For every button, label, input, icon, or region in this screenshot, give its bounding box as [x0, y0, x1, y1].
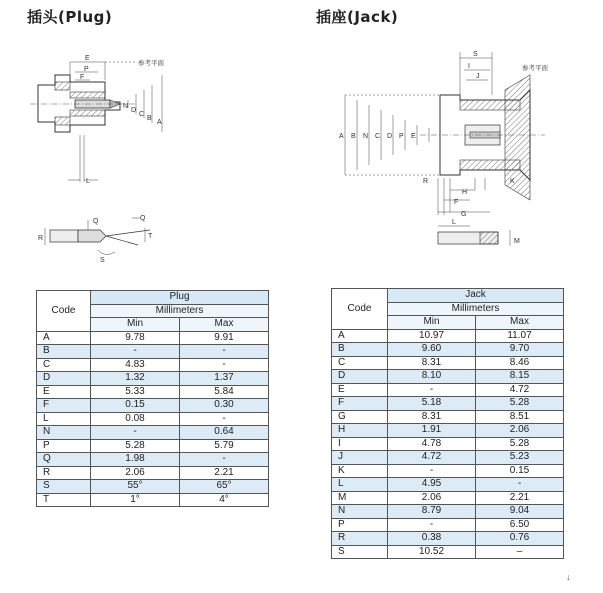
plug-row-code: E: [37, 385, 91, 399]
plug-row-code: D: [37, 372, 91, 386]
jack-row-code: N: [332, 505, 388, 519]
jack-table-row: [332, 491, 564, 505]
plug-row-code: B: [37, 345, 91, 359]
plug-row-max: -: [180, 412, 269, 426]
plug-dim-e: E: [85, 55, 90, 62]
jack-table-row: [332, 370, 564, 384]
jack-row-max: 4.72: [476, 383, 564, 397]
jack-dim-a: A: [339, 133, 344, 140]
plug-row-max: 9.91: [180, 331, 269, 345]
jack-row-min: 10.52: [388, 545, 476, 559]
jack-dim-f: F: [454, 199, 459, 206]
jack-row-min: 1.91: [388, 424, 476, 438]
plug-dim-l: L: [86, 178, 90, 185]
jack-row-max: 9.70: [476, 343, 564, 357]
jack-dim-h: H: [462, 189, 468, 196]
jack-drawing: [330, 40, 580, 260]
jack-row-code: C: [332, 356, 388, 370]
jack-dim-d: D: [387, 133, 393, 140]
plug-dim-t: T: [148, 233, 153, 240]
jack-row-min: 4.95: [388, 478, 476, 492]
jack-row-max: –: [476, 545, 564, 559]
plug-row-max: 1.37: [180, 372, 269, 386]
plug-table-row: [37, 412, 269, 426]
jack-table-row: [332, 464, 564, 478]
jack-table-row: [332, 329, 564, 343]
plug-dim-d: D: [131, 107, 137, 114]
plug-dim-q2: Q: [140, 215, 146, 222]
jack-dim-r: R: [423, 178, 429, 185]
plug-row-code: T: [37, 493, 91, 507]
jack-row-max: 0.15: [476, 464, 564, 478]
jack-dim-n: N: [363, 133, 369, 140]
plug-row-code: L: [37, 412, 91, 426]
plug-table-row: [37, 439, 269, 453]
jack-row-max: 2.06: [476, 424, 564, 438]
plug-dim-b: B: [147, 115, 152, 122]
jack-row-max: -: [476, 478, 564, 492]
jack-dim-j: J: [476, 73, 480, 80]
jack-table-row: [332, 518, 564, 532]
plug-row-min: 1.32: [91, 372, 180, 386]
plug-spec-table: [36, 290, 269, 507]
plug-row-max: -: [180, 453, 269, 467]
jack-table-row: [332, 505, 564, 519]
jack-row-code: F: [332, 397, 388, 411]
jack-row-min: 4.78: [388, 437, 476, 451]
plug-dim-a: A: [157, 119, 162, 126]
plug-row-min: 5.33: [91, 385, 180, 399]
jack-row-max: 8.51: [476, 410, 564, 424]
jack-row-code: P: [332, 518, 388, 532]
jack-row-min: 8.31: [388, 356, 476, 370]
jack-dim-s: S: [473, 51, 478, 58]
plug-table-row: [37, 372, 269, 386]
plug-title: 插头(Plug): [27, 8, 113, 26]
stray-arrow-mark: ↓: [566, 572, 571, 582]
plug-table-row: [37, 345, 269, 359]
jack-row-max: 9.04: [476, 505, 564, 519]
jack-dim-i: I: [468, 63, 470, 70]
plug-table-row: [37, 385, 269, 399]
plug-row-max: 5.79: [180, 439, 269, 453]
jack-table-row: [332, 383, 564, 397]
plug-row-min: 4.83: [91, 358, 180, 372]
plug-dim-f: F: [80, 74, 85, 81]
jack-unit-header: Millimeters: [388, 302, 564, 316]
jack-row-max: 8.46: [476, 356, 564, 370]
jack-dim-g: G: [461, 211, 467, 218]
jack-caption: Jack: [388, 289, 564, 303]
plug-table-row: [37, 480, 269, 494]
jack-dim-p: P: [399, 133, 404, 140]
plug-row-code: Q: [37, 453, 91, 467]
plug-row-max: 65°: [180, 480, 269, 494]
plug-table-row: [37, 426, 269, 440]
jack-code-header: Code: [332, 289, 388, 330]
jack-row-code: H: [332, 424, 388, 438]
plug-drawing: [20, 40, 220, 270]
jack-row-min: 8.10: [388, 370, 476, 384]
jack-table-row: [332, 532, 564, 546]
jack-spec-table: [331, 288, 564, 559]
plug-row-min: 9.78: [91, 331, 180, 345]
jack-row-min: 8.79: [388, 505, 476, 519]
jack-row-code: R: [332, 532, 388, 546]
plug-row-min: 0.15: [91, 399, 180, 413]
jack-max-header: Max: [476, 316, 564, 330]
jack-row-code: G: [332, 410, 388, 424]
jack-table-row: [332, 356, 564, 370]
plug-dim-r: R: [38, 235, 44, 242]
jack-dim-l: L: [452, 219, 456, 226]
plug-row-min: -: [91, 345, 180, 359]
plug-row-code: P: [37, 439, 91, 453]
plug-body-shape: [30, 75, 135, 132]
jack-min-header: Min: [388, 316, 476, 330]
plug-l-dimension: [68, 135, 98, 182]
plug-code-header: Code: [37, 291, 91, 332]
jack-dim-e: E: [411, 133, 416, 140]
jack-row-max: 6.50: [476, 518, 564, 532]
jack-dim-c: C: [375, 133, 381, 140]
plug-row-min: 0.08: [91, 412, 180, 426]
jack-table-row: [332, 545, 564, 559]
plug-row-code: A: [37, 331, 91, 345]
jack-row-min: 4.72: [388, 451, 476, 465]
plug-row-code: N: [37, 426, 91, 440]
plug-row-min: -: [91, 426, 180, 440]
jack-row-min: 2.06: [388, 491, 476, 505]
jack-row-code: L: [332, 478, 388, 492]
jack-row-code: M: [332, 491, 388, 505]
plug-unit-header: Millimeters: [91, 304, 269, 318]
jack-row-max: 0.76: [476, 532, 564, 546]
jack-row-code: A: [332, 329, 388, 343]
plug-max-header: Max: [180, 318, 269, 332]
jack-bottom-dimensions: [438, 178, 490, 215]
plug-row-max: -: [180, 358, 269, 372]
plug-row-min: 55°: [91, 480, 180, 494]
plug-row-max: -: [180, 345, 269, 359]
jack-table-row: [332, 410, 564, 424]
jack-title: 插座(Jack): [316, 8, 399, 26]
plug-dim-q: Q: [93, 218, 99, 225]
plug-dim-n: N: [123, 103, 129, 110]
plug-caption: Plug: [91, 291, 269, 305]
plug-row-min: 1°: [91, 493, 180, 507]
jack-body-shape: [420, 75, 545, 200]
jack-row-code: I: [332, 437, 388, 451]
jack-socket-detail: [438, 226, 510, 246]
jack-row-min: 10.97: [388, 329, 476, 343]
jack-row-min: 8.31: [388, 410, 476, 424]
plug-table-row: [37, 466, 269, 480]
plug-table-row: [37, 331, 269, 345]
jack-row-max: 8.15: [476, 370, 564, 384]
plug-row-min: 1.98: [91, 453, 180, 467]
plug-row-code: F: [37, 399, 91, 413]
jack-dim-k: K: [510, 178, 515, 185]
plug-row-max: 0.64: [180, 426, 269, 440]
jack-table-row: [332, 343, 564, 357]
plug-table-row: [37, 358, 269, 372]
plug-dim-c: C: [139, 111, 145, 118]
plug-dim-s: S: [100, 257, 105, 264]
jack-row-max: 2.21: [476, 491, 564, 505]
jack-table-row: [332, 451, 564, 465]
plug-row-code: C: [37, 358, 91, 372]
jack-table-row: [332, 424, 564, 438]
jack-row-code: J: [332, 451, 388, 465]
jack-row-min: 5.18: [388, 397, 476, 411]
jack-table-row: [332, 478, 564, 492]
jack-dim-b: B: [351, 133, 356, 140]
jack-row-code: E: [332, 383, 388, 397]
plug-table-row: [37, 453, 269, 467]
plug-row-min: 5.28: [91, 439, 180, 453]
plug-ref-plane: 参考平面: [138, 59, 164, 67]
jack-row-max: 11.07: [476, 329, 564, 343]
jack-row-min: -: [388, 518, 476, 532]
jack-row-min: -: [388, 464, 476, 478]
jack-row-code: S: [332, 545, 388, 559]
jack-row-code: D: [332, 370, 388, 384]
plug-dim-p: P: [84, 66, 89, 73]
plug-row-max: 2.21: [180, 466, 269, 480]
plug-table-row: [37, 399, 269, 413]
plug-row-min: 2.06: [91, 466, 180, 480]
plug-min-header: Min: [91, 318, 180, 332]
plug-row-code: S: [37, 480, 91, 494]
plug-row-max: 4°: [180, 493, 269, 507]
jack-row-min: 9.60: [388, 343, 476, 357]
plug-row-max: 0.30: [180, 399, 269, 413]
jack-row-max: 5.28: [476, 397, 564, 411]
jack-row-max: 5.28: [476, 437, 564, 451]
jack-ref-plane: 参考平面: [522, 64, 548, 72]
jack-table-row: [332, 397, 564, 411]
plug-row-code: R: [37, 466, 91, 480]
jack-dim-m: M: [514, 238, 520, 245]
jack-row-code: K: [332, 464, 388, 478]
jack-row-min: 0.38: [388, 532, 476, 546]
plug-table-row: [37, 493, 269, 507]
jack-row-max: 5.23: [476, 451, 564, 465]
jack-row-min: -: [388, 383, 476, 397]
jack-row-code: B: [332, 343, 388, 357]
jack-table-row: [332, 437, 564, 451]
plug-row-max: 5.84: [180, 385, 269, 399]
